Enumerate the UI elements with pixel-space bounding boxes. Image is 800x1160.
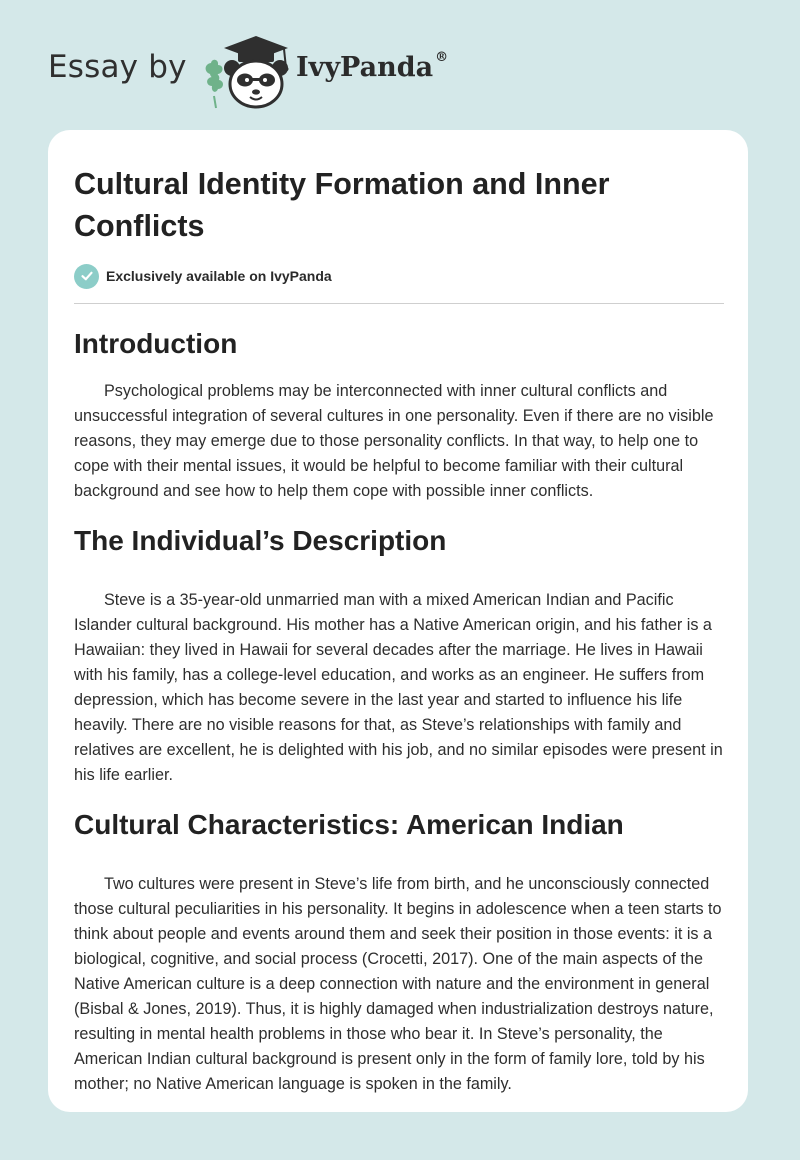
section-heading-introduction: Introduction (74, 328, 238, 359)
exclusive-badge (74, 263, 332, 289)
site-header (48, 34, 508, 114)
section-paragraph-individual-description: Steve is a 35-year-old unmarried man with a mixed American Indian and Pacific Islander cultural background. His mother has a Native American origin, and his father is a Hawaiian: they lived in Hawaii for several decades after the marriage. He lives in Hawaii with his family, has a college-level education, and works as an engineer. He suffers from depression, which has become severe in the last year and started to influence his life heavily. There are no visible reasons for that, as Steve’s relationships with family and relatives are excellent, he is delighted with his job, and no similar episodes were present in his life earlier. (74, 591, 723, 784)
ivypanda-logo-icon[interactable] (202, 34, 298, 110)
panda-face-icon (224, 60, 288, 107)
section-paragraph-introduction: Psychological problems may be interconnected with inner cultural conflicts and unsuccessful integration of several cultures in one personality. Even if there are no visible reasons, they may emerge due to those personality conflicts. In that way, to help one to cope with their mental issues, it would be helpful to become familiar with their cultural background and see how to help them cope with possible inner conflicts. (74, 382, 714, 500)
section-heading-individual-description: The Individual’s Description (74, 525, 447, 556)
section-paragraph-cultural-characteristics: Two cultures were present in Steve’s life from birth, and he unconsciously connected those cultural peculiarities in his personality. It begins in adolescence when a teen starts to think about people and events around them and seek their position in those events: it is a biological, cognitive, and social process (Crocetti, 2017). One of the main aspects of the Native American culture is a deep connection with nature and the environment in general (Bisbal & Jones, 2019). Thus, it is highly damaged when industrialization destroys nature, resulting in mental health problems in those who bear it. In Steve’s personality, the American Indian cultural background is present only in the form of family lore, told by his mother; no Native American language is spoken in the family. (74, 875, 722, 1093)
essay-card (48, 130, 748, 1112)
brand-name[interactable] (296, 52, 448, 83)
registered-mark: ® (435, 50, 449, 65)
check-circle-icon (74, 264, 99, 289)
essay-body (74, 322, 724, 1097)
brand-name-text: IvyPanda (296, 52, 434, 83)
ivy-leaf-icon (206, 60, 223, 108)
section-heading-cultural-characteristics: Cultural Characteristics: American Indian (74, 809, 624, 840)
essay-by-label: Essay by (48, 49, 187, 85)
exclusive-badge-text: Exclusively available on IvyPanda (106, 268, 332, 284)
title-divider (74, 303, 724, 304)
essay-title: Cultural Identity Formation and Inner Conflicts (74, 167, 610, 243)
